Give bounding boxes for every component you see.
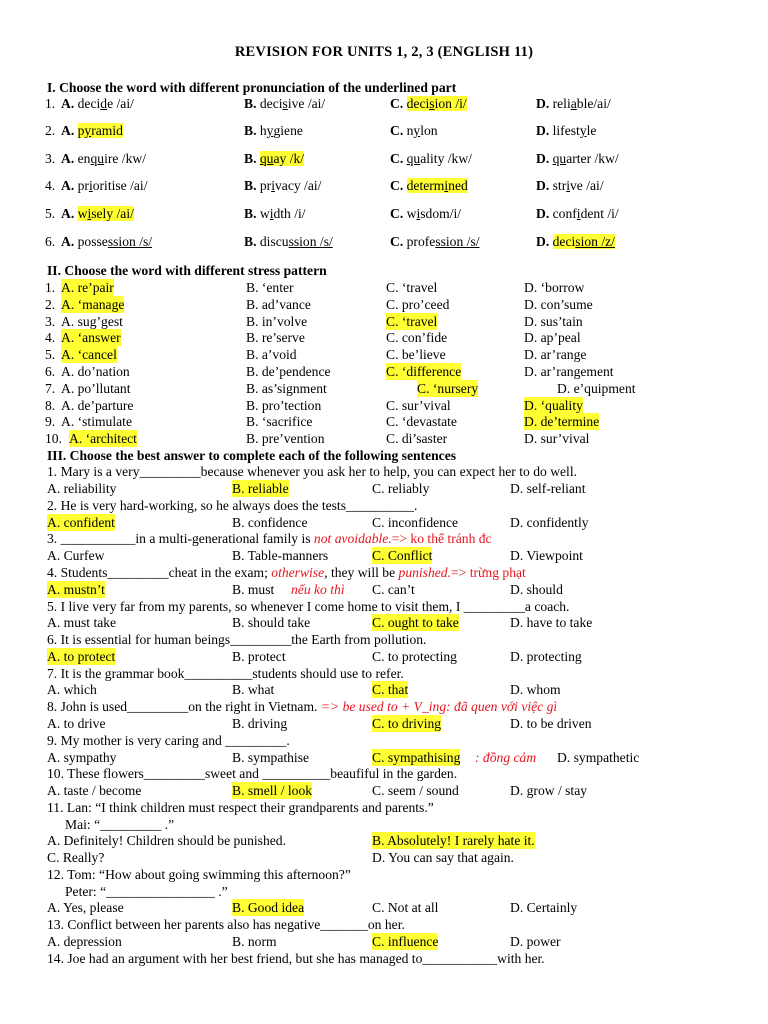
answer-1d[interactable]: D. self-reliant [510, 481, 586, 496]
answer-4b[interactable]: B. must [232, 582, 275, 597]
option-letter: B. [244, 96, 257, 111]
question-8: 8. John is used_________on the right in Vietnam. => be used to + V_ing: đã quen với việc gì [47, 699, 558, 714]
word-underlined-part: y [266, 123, 274, 138]
word-prefix: lifest [552, 123, 580, 138]
word-prefix: en [77, 151, 91, 166]
answer-12a[interactable]: A. Yes, please [47, 900, 124, 915]
answer-4b-note: nếu ko thì [291, 582, 345, 597]
section2-option-6-d[interactable]: D. ar’rangement [524, 364, 614, 379]
option-letter: D. [536, 206, 550, 221]
word-suffix: ire /kw/ [104, 151, 146, 166]
word-suffix: vacy /ai/ [274, 178, 322, 193]
section1-heading: I. Choose the word with different pronunciation of the underlined part [47, 80, 457, 95]
word-underlined-part: d [100, 96, 108, 111]
section1-option-3-d[interactable] [536, 150, 619, 167]
section2-row-5 [47, 346, 727, 363]
answer-1a[interactable]: A. reliability [47, 481, 117, 496]
word-suffix: ble/ai/ [576, 96, 611, 111]
word-prefix: discu [259, 234, 289, 249]
option-word [78, 96, 134, 111]
option-letter: B. [244, 151, 257, 166]
answer-10d[interactable]: D. grow / stay [510, 783, 588, 798]
option-letter: D. [536, 96, 550, 111]
answer-8b[interactable]: B. driving [232, 716, 288, 731]
section2-option-6-b[interactable]: B. de’pendence [246, 364, 331, 379]
word-prefix: pr [259, 178, 272, 193]
word-suffix: ive /ai/ [287, 96, 326, 111]
option-word [78, 178, 148, 193]
answer-2c[interactable]: C. inconfidence [372, 515, 459, 530]
option-letter: C. [390, 234, 404, 249]
option-letter: C. [390, 178, 404, 193]
section2-row-7 [47, 380, 727, 397]
answers-3 [47, 547, 727, 564]
option-letter: A. [61, 96, 75, 111]
section2-option-6-a[interactable]: A. do’nation [61, 364, 130, 379]
answer-2b[interactable]: B. confidence [232, 515, 308, 530]
section2-option-9-c[interactable]: C. ‘devastate [386, 414, 457, 430]
section2-option-9-b[interactable]: B. ‘sacrifice [246, 414, 313, 430]
section2-option-8-c[interactable]: C. sur’vival [386, 397, 451, 413]
word-underlined-part: i [566, 178, 570, 193]
answers-8 [47, 715, 727, 732]
section2-option-4-b[interactable]: B. re’serve [246, 330, 305, 346]
word-underlined-part: a [570, 96, 577, 111]
option-letter: B. [244, 123, 257, 138]
section2-option-6-c[interactable]: C. ‘difference [386, 364, 462, 379]
section2-option-8-b[interactable]: B. pro’tection [246, 397, 322, 413]
section2-option-7-b[interactable]: B. as’signment [246, 380, 327, 396]
section2-row-10 [47, 430, 727, 447]
answer-3c[interactable]: C. Conflict [372, 548, 433, 563]
answer-9a[interactable]: A. sympathy [47, 750, 117, 765]
option-word [260, 206, 306, 221]
answer-10b[interactable]: B. smell / look [232, 783, 313, 798]
option-letter: C. [390, 151, 404, 166]
question-7: 7. It is the grammar book__________students should use to refer. [47, 666, 404, 681]
section2-row-number: 2. [45, 296, 56, 312]
word-prefix: p [77, 123, 85, 138]
answer-10c[interactable]: C. seem / sound [372, 783, 459, 798]
answer-2a[interactable]: A. confident [47, 515, 115, 530]
question-12: 12. Tom: “How about going swimming this afternoon?” [47, 867, 351, 882]
answer-7c[interactable]: C. that [372, 682, 409, 697]
section1-option-1-d[interactable] [536, 95, 611, 112]
word-underlined-part: y [579, 123, 587, 138]
section1-option-6-c[interactable] [390, 233, 480, 250]
section1-option-6-b[interactable] [244, 233, 333, 250]
option-word [260, 178, 322, 193]
section1-option-6-d[interactable] [536, 233, 615, 250]
word-suffix: ion /i/ [434, 96, 467, 111]
option-letter: C. [390, 123, 404, 138]
question-3: 3. ___________in a multi-generational family is not avoidable.=> ko thể tránh đc [47, 531, 492, 546]
word-underlined-part: s [282, 96, 288, 111]
section1-row-2 [47, 122, 727, 139]
section1-option-2-a[interactable] [61, 122, 123, 139]
word-underlined-part: i [416, 206, 421, 221]
section2-option-4-c[interactable]: C. con’fide [386, 330, 448, 346]
section2-option-8-d[interactable]: D. ‘quality [524, 397, 583, 413]
section2-option-9-d[interactable]: D. de’termine [524, 414, 600, 430]
answer-6c[interactable]: C. to protecting [372, 649, 457, 664]
answers-13 [47, 933, 727, 950]
answer-11c[interactable]: C. Really? [47, 850, 105, 865]
answers-12 [47, 899, 727, 916]
option-letter: D. [536, 123, 550, 138]
answer-13d[interactable]: D. power [510, 934, 561, 949]
section1-option-1-b[interactable] [244, 95, 325, 112]
section2-option-8-a[interactable]: A. de’parture [61, 397, 134, 413]
answers-4 [47, 581, 727, 598]
section1-row-number: 1. [45, 96, 56, 111]
question-6: 6. It is essential for human beings_________the Earth from pollution. [47, 632, 427, 647]
answer-3d[interactable]: D. Viewpoint [510, 548, 583, 563]
word-suffix: oritise /ai/ [92, 178, 148, 193]
section2-row-1 [47, 279, 727, 296]
answer-13c[interactable]: C. influence [372, 934, 439, 949]
answer-8d[interactable]: D. to be driven [510, 716, 592, 731]
section1-option-6-a[interactable] [61, 233, 152, 250]
option-word [553, 96, 611, 111]
answer-10a[interactable]: A. taste / become [47, 783, 142, 798]
question-5: 5. I live very far from my parents, so whenever I come home to visit them, I _________a coach. [47, 599, 570, 614]
option-word [78, 206, 134, 221]
section2-row-2 [47, 296, 727, 313]
answer-6d[interactable]: D. protecting [510, 649, 582, 664]
option-word [407, 206, 461, 221]
word-prefix: deci [77, 96, 101, 111]
answer-11a[interactable]: A. Definitely! Children should be punished. [47, 833, 286, 848]
word-underlined-part: s [429, 96, 435, 111]
word-underlined-part: y [413, 123, 421, 138]
option-word [407, 151, 472, 166]
section1-row-number: 3. [45, 151, 56, 166]
option-word [553, 151, 619, 166]
option-letter: D. [536, 151, 550, 166]
answers-11-row2 [47, 849, 727, 866]
word-underlined-part: ssion /s/ [288, 234, 333, 249]
answers-10 [47, 782, 727, 799]
section1-option-4-b[interactable] [244, 177, 321, 194]
answers-6 [47, 648, 727, 665]
word-underlined-part: i [444, 178, 449, 193]
section2-row-6 [47, 363, 727, 380]
section1-option-1-a[interactable] [61, 95, 134, 112]
option-word [553, 178, 604, 193]
word-suffix: ay /k/ [273, 151, 305, 166]
option-letter: B. [244, 178, 257, 193]
section3-heading: III. Choose the best answer to complete each of the following sentences [47, 448, 457, 463]
section2-option-1-b[interactable]: B. ‘enter [246, 280, 294, 295]
answer-5d[interactable]: D. have to take [510, 615, 593, 630]
word-underlined-part: qu [259, 151, 274, 166]
word-suffix: dth /i/ [273, 206, 306, 221]
answer-3a[interactable]: A. Curfew [47, 548, 105, 563]
word-suffix: arter /kw/ [566, 151, 619, 166]
section2-option-3-d[interactable]: D. sus’tain [524, 313, 583, 329]
answer-7a[interactable]: A. which [47, 682, 97, 697]
question-1: 1. Mary is a very_________because whenever you ask her to help, you can expect her to do well. [47, 464, 577, 479]
section2-row-number: 4. [45, 330, 56, 346]
answer-3b[interactable]: B. Table-manners [232, 548, 329, 563]
section1-option-2-c[interactable] [390, 122, 438, 139]
section2-row-3 [47, 313, 727, 330]
word-suffix: ramid [91, 123, 123, 138]
section1-option-4-d[interactable] [536, 177, 604, 194]
section2-option-9-a[interactable]: A. ‘stimulate [61, 414, 132, 430]
answer-8a[interactable]: A. to drive [47, 716, 106, 731]
section1-option-5-a[interactable] [61, 205, 134, 222]
option-letter: C. [390, 206, 404, 221]
option-word [553, 234, 615, 249]
answer-9b[interactable]: B. sympathise [232, 750, 310, 765]
section1-option-3-b[interactable] [244, 150, 304, 167]
section1-option-5-c[interactable] [390, 205, 461, 222]
section1-row-number: 6. [45, 234, 56, 249]
section2-row-number: 3. [45, 313, 56, 329]
word-underlined-part: i [269, 206, 274, 221]
section1-row-number: 4. [45, 178, 56, 193]
section2-row-9 [47, 413, 727, 430]
section1-row-4 [47, 177, 727, 194]
section2-option-3-a[interactable]: A. sug’gest [61, 313, 123, 329]
word-underlined-part: sion /z/ [575, 234, 615, 249]
answer-9c-note: : đồng cảm [475, 750, 537, 765]
word-prefix: posse [77, 234, 108, 249]
answer-4a[interactable]: A. mustn’t [47, 582, 105, 597]
section1-option-2-b[interactable] [244, 122, 303, 139]
section2-option-1-c[interactable]: C. ‘travel [386, 280, 438, 295]
section2-option-1-d[interactable]: D. ‘borrow [524, 280, 585, 295]
section2-option-5-b[interactable]: B. a’void [246, 347, 297, 363]
section2-option-10-c[interactable]: C. di’saster [386, 431, 448, 447]
section2-option-2-b[interactable]: B. ad’vance [246, 296, 311, 312]
word-prefix: deci [259, 96, 283, 111]
answer-12d[interactable]: D. Certainly [510, 900, 578, 915]
question-2: 2. He is very hard-working, so he always does the tests__________. [47, 498, 418, 513]
option-word [407, 178, 468, 193]
word-suffix: ality /kw/ [420, 151, 472, 166]
answer-5c[interactable]: C. ought to take [372, 615, 459, 630]
section2-row-8 [47, 397, 727, 414]
section1-option-5-d[interactable] [536, 205, 619, 222]
section2-option-10-b[interactable]: B. pre’vention [246, 431, 325, 447]
word-prefix: reli [552, 96, 571, 111]
word-prefix: w [77, 206, 88, 221]
option-letter: B. [244, 206, 257, 221]
answers-7 [47, 681, 727, 698]
section2-row-number: 8. [45, 397, 56, 413]
word-underlined-part: i [87, 206, 92, 221]
section1-row-6 [47, 233, 727, 250]
section1-option-1-c[interactable] [390, 95, 467, 112]
word-prefix: str [552, 178, 567, 193]
word-suffix: sely /ai/ [91, 206, 134, 221]
answer-1b[interactable]: B. reliable [232, 481, 289, 496]
question-9: 9. My mother is very caring and _________. [47, 733, 290, 748]
word-suffix: ned [448, 178, 468, 193]
option-word [260, 151, 304, 166]
answer-13a[interactable]: A. depression [47, 934, 122, 949]
word-suffix: le [586, 123, 597, 138]
option-letter: D. [536, 234, 550, 249]
section2-option-1-a[interactable]: A. re’pair [61, 280, 114, 295]
answer-7d[interactable]: D. whom [510, 682, 561, 697]
section2-option-10-a[interactable]: A. ‘architect [69, 431, 137, 447]
answer-12b[interactable]: B. Good idea [232, 900, 305, 915]
answers-1 [47, 480, 727, 497]
option-letter: B. [244, 234, 257, 249]
section1-row-3 [47, 150, 727, 167]
question-11: 11. Lan: “I think children must respect their grandparents and parents.” [47, 800, 434, 815]
section2-option-4-d[interactable]: D. ap’peal [524, 330, 581, 346]
section1-option-2-d[interactable] [536, 122, 596, 139]
section1-option-5-b[interactable] [244, 205, 306, 222]
section2-option-7-a[interactable]: A. po’llutant [61, 380, 131, 396]
option-word [78, 234, 152, 249]
option-letter: A. [61, 151, 75, 166]
answer-11d[interactable]: D. You can say that again. [372, 850, 514, 865]
option-word [553, 123, 597, 138]
section2-row-number: 6. [45, 364, 56, 379]
section2-option-7-d[interactable]: D. e’quipment [557, 380, 636, 396]
answer-6a[interactable]: A. to protect [47, 649, 116, 664]
word-prefix: h [259, 123, 267, 138]
answer-9d[interactable]: D. sympathetic [557, 750, 640, 765]
page-title: REVISION FOR UNITS 1, 2, 3 (ENGLISH 11) [234, 44, 534, 60]
answer-13b[interactable]: B. norm [232, 934, 277, 949]
option-word [260, 234, 333, 249]
question-11-reply: Mai: “_________ .” [65, 817, 175, 832]
option-letter: A. [61, 206, 75, 221]
section1-row-number: 5. [45, 206, 56, 221]
section2-option-5-d[interactable]: D. ar’range [524, 347, 587, 363]
option-letter: A. [61, 123, 75, 138]
word-suffix: e /ai/ [107, 96, 134, 111]
section2-option-3-c[interactable]: C. ‘travel [386, 313, 438, 329]
word-underlined-part: qu [552, 151, 567, 166]
section2-row-number: 10. [45, 431, 62, 447]
answer-12c[interactable]: C. Not at all [372, 900, 439, 915]
section2-option-7-c[interactable]: C. ‘nursery [417, 380, 479, 396]
answer-11b[interactable]: B. Absolutely! I rarely hate it. [372, 833, 535, 848]
word-suffix: lon [420, 123, 438, 138]
option-word [407, 96, 467, 111]
word-underlined-part: y [84, 123, 92, 138]
word-underlined-part: ssion /s/ [107, 234, 153, 249]
section1-row-1 [47, 95, 727, 112]
section2-option-10-d[interactable]: D. sur’vival [524, 431, 590, 447]
word-prefix: conf [552, 206, 577, 221]
option-letter: D. [536, 178, 550, 193]
word-prefix: w [406, 206, 417, 221]
section2-option-4-a[interactable]: A. ‘answer [61, 330, 121, 346]
answer-4d[interactable]: D. should [510, 582, 563, 597]
answers-5 [47, 614, 727, 631]
option-word [407, 234, 480, 249]
answer-2d[interactable]: D. confidently [510, 515, 589, 530]
question-12-reply: Peter: “________________ .” [65, 884, 228, 899]
word-underlined-part: i [271, 178, 275, 193]
answers-11-row1 [47, 832, 727, 849]
answer-5a[interactable]: A. must take [47, 615, 117, 630]
option-word [260, 96, 325, 111]
section2-row-number: 9. [45, 414, 56, 430]
question-13: 13. Conflict between her parents also has negative_______on her. [47, 917, 405, 932]
word-prefix: determ [406, 178, 445, 193]
question-4: 4. Students_________cheat in the exam; otherwise, they will be punished.=> trừng phạt [47, 565, 526, 580]
word-suffix: giene [273, 123, 303, 138]
section2-option-2-c[interactable]: C. pro’ceed [386, 296, 450, 312]
word-suffix: sdom/i/ [420, 206, 462, 221]
answer-7b[interactable]: B. what [232, 682, 275, 697]
option-word [260, 123, 303, 138]
word-suffix: dent /i/ [580, 206, 619, 221]
word-prefix: pr [77, 178, 89, 193]
section1-option-3-c[interactable] [390, 150, 472, 167]
section2-option-2-d[interactable]: D. con’sume [524, 296, 593, 312]
section2-heading: II. Choose the word with different stress pattern [47, 263, 327, 278]
word-prefix: w [259, 206, 270, 221]
word-underlined-part: qu [90, 151, 105, 166]
option-word [78, 151, 146, 166]
section1-option-3-a[interactable] [61, 150, 146, 167]
option-letter: A. [61, 234, 75, 249]
option-word [78, 123, 123, 138]
answer-9c[interactable]: C. sympathising [372, 750, 461, 765]
section2-option-2-a[interactable]: A. ‘manage [61, 296, 125, 312]
option-letter: A. [61, 178, 75, 193]
section1-option-4-c[interactable] [390, 177, 468, 194]
section2-option-5-c[interactable]: C. be’lieve [386, 347, 446, 363]
option-word [553, 206, 619, 221]
answer-1c[interactable]: C. reliably [372, 481, 430, 496]
section1-row-5 [47, 205, 727, 222]
word-suffix: ve /ai/ [570, 178, 604, 193]
option-word [407, 123, 438, 138]
question-10: 10. These flowers_________sweet and __________beaufiful in the garden. [47, 766, 458, 781]
answer-6b[interactable]: B. protect [232, 649, 286, 664]
question-14: 14. Joe had an argument with her best friend, but she has managed to___________with her. [47, 951, 545, 966]
word-underlined-part: i [88, 178, 93, 193]
word-prefix: n [406, 123, 414, 138]
section2-row-4 [47, 329, 727, 346]
word-underlined-part: qu [406, 151, 421, 166]
option-letter: C. [390, 96, 404, 111]
answers-2 [47, 514, 727, 531]
section2-option-5-a[interactable]: A. ‘cancel [61, 347, 117, 363]
word-underlined-part: ssion /s/ [435, 234, 480, 249]
answer-5b[interactable]: B. should take [232, 615, 311, 630]
section2-row-number: 5. [45, 347, 56, 363]
section1-option-4-a[interactable] [61, 177, 147, 194]
section2-row-number: 7. [45, 380, 56, 396]
word-prefix: deci [552, 234, 576, 249]
section2-row-number: 1. [45, 280, 56, 295]
section2-option-3-b[interactable]: B. in’volve [246, 313, 308, 329]
word-prefix: deci [406, 96, 430, 111]
answer-8c[interactable]: C. to driving [372, 716, 442, 731]
word-prefix: profe [406, 234, 436, 249]
answers-9 [47, 749, 727, 766]
section1-row-number: 2. [45, 123, 56, 138]
word-underlined-part: i [576, 206, 581, 221]
answer-4c[interactable]: C. can’t [372, 582, 415, 597]
